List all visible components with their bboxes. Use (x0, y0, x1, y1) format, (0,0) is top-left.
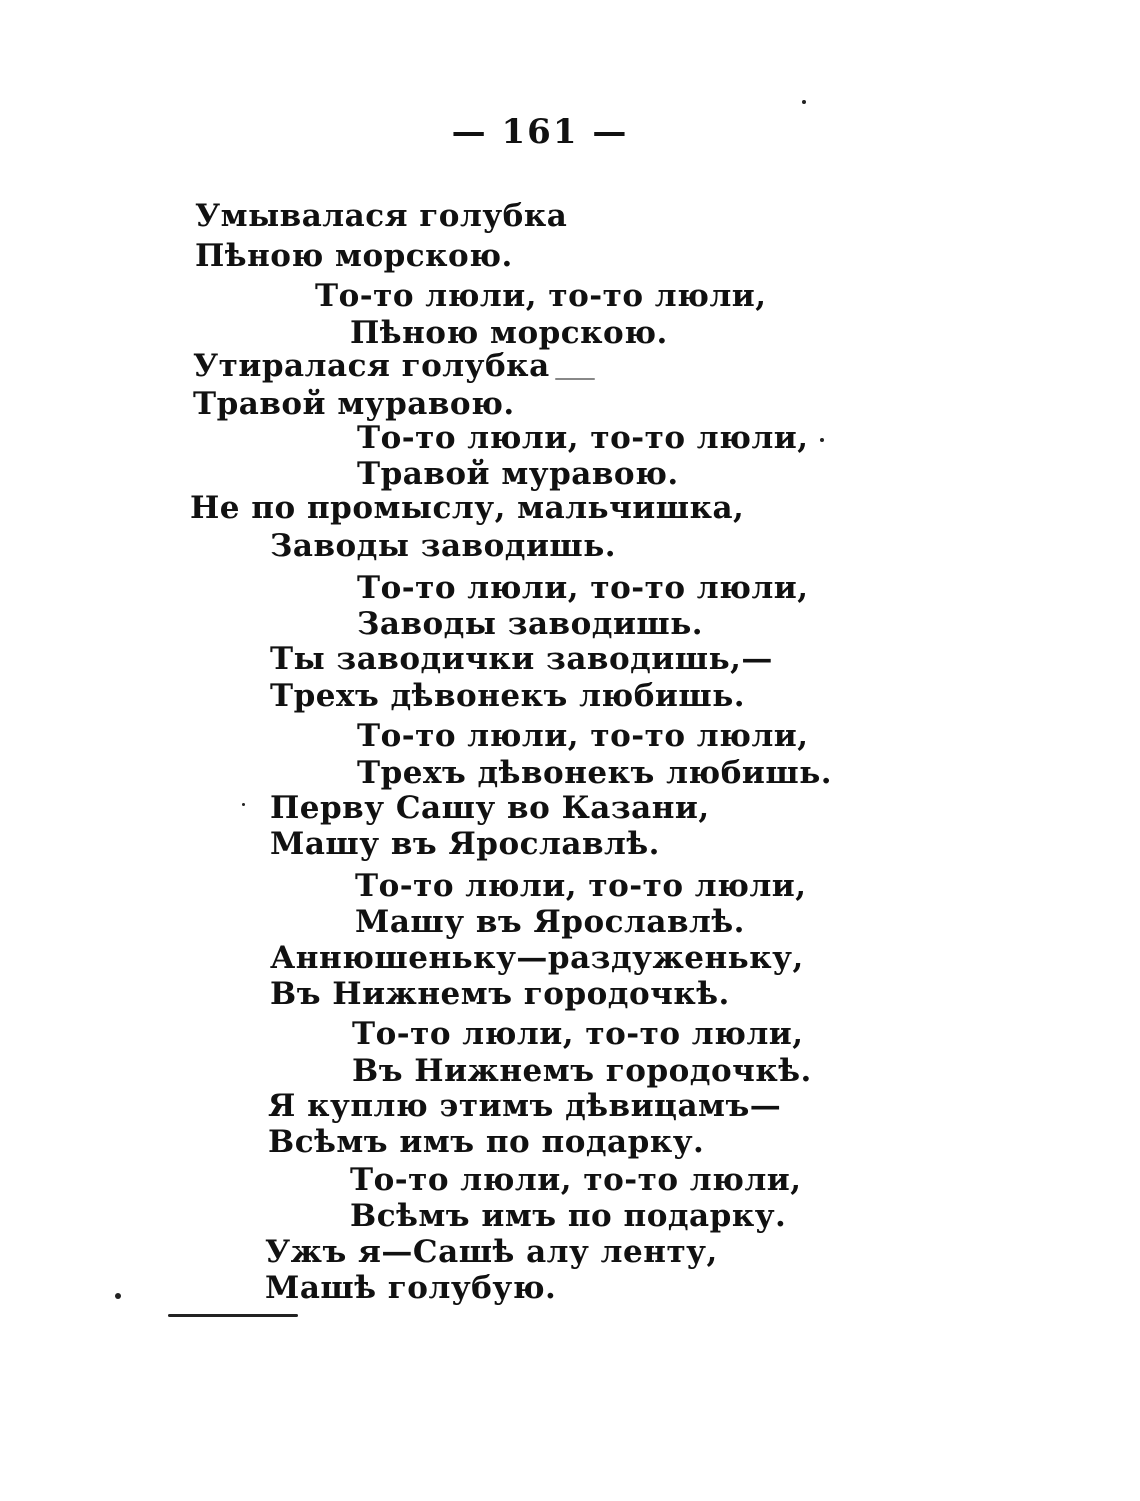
poem-line: Не по промыслу, мальчишка, (190, 490, 745, 526)
poem-line: Въ Нижнемъ городочкѣ. (352, 1053, 812, 1089)
poem-line: Всѣмъ имъ по подарку. (350, 1198, 787, 1234)
poem-line: Аннюшеньку—раздуженьку, (270, 940, 804, 976)
poem-line: Утиралася голубка (193, 348, 550, 384)
ink-speck (115, 1293, 121, 1299)
ink-speck (820, 438, 824, 442)
poem-line: Пѣною морскою. (350, 315, 668, 351)
poem-line: Трехъ дѣвонекъ любишь. (357, 755, 833, 791)
poem-line: Ты заводички заводишь,— (270, 641, 773, 677)
page-number: — 161 — (451, 112, 629, 152)
poem-line: Машу въ Ярославлѣ. (355, 904, 745, 940)
poem-line: То-то люли, то-то люли, (357, 718, 809, 754)
poem-line: Травой муравою. (193, 386, 515, 422)
poem-line: Всѣмъ имъ по подарку. (268, 1124, 705, 1160)
poem-line: Машѣ голубую. (265, 1270, 557, 1306)
ink-smudge (555, 378, 595, 380)
ink-speck (802, 100, 806, 104)
poem-line: Въ Нижнемъ городочкѣ. (270, 976, 730, 1012)
poem-line: Умывалася голубка (195, 198, 568, 234)
poem-line: То-то люли, то-то люли, (357, 570, 809, 606)
poem-line: Травой муравою. (357, 456, 679, 492)
poem-line: Я куплю этимъ дѣвицамъ— (268, 1088, 782, 1124)
poem-line: Ужъ я—Сашѣ алу ленту, (265, 1234, 718, 1270)
ink-smudge (168, 1314, 298, 1317)
poem-line: То-то люли, то-то люли, (350, 1162, 802, 1198)
poem-line: Заводы заводишь. (270, 528, 617, 564)
poem-line: Трехъ дѣвонекъ любишь. (270, 678, 746, 714)
poem-line: Заводы заводишь. (357, 606, 704, 642)
poem-line: То-то люли, то-то люли, (315, 278, 767, 314)
poem-line: Пѣною морскою. (195, 238, 513, 274)
poem-line: То-то люли, то-то люли, (357, 420, 809, 456)
poem-line: То-то люли, то-то люли, (352, 1016, 804, 1052)
poem-line: Перву Сашу во Казани, (270, 790, 710, 826)
poem-line: Машу въ Ярославлѣ. (270, 826, 660, 862)
ink-speck (242, 803, 245, 806)
poem-line: То-то люли, то-то люли, (355, 868, 807, 904)
